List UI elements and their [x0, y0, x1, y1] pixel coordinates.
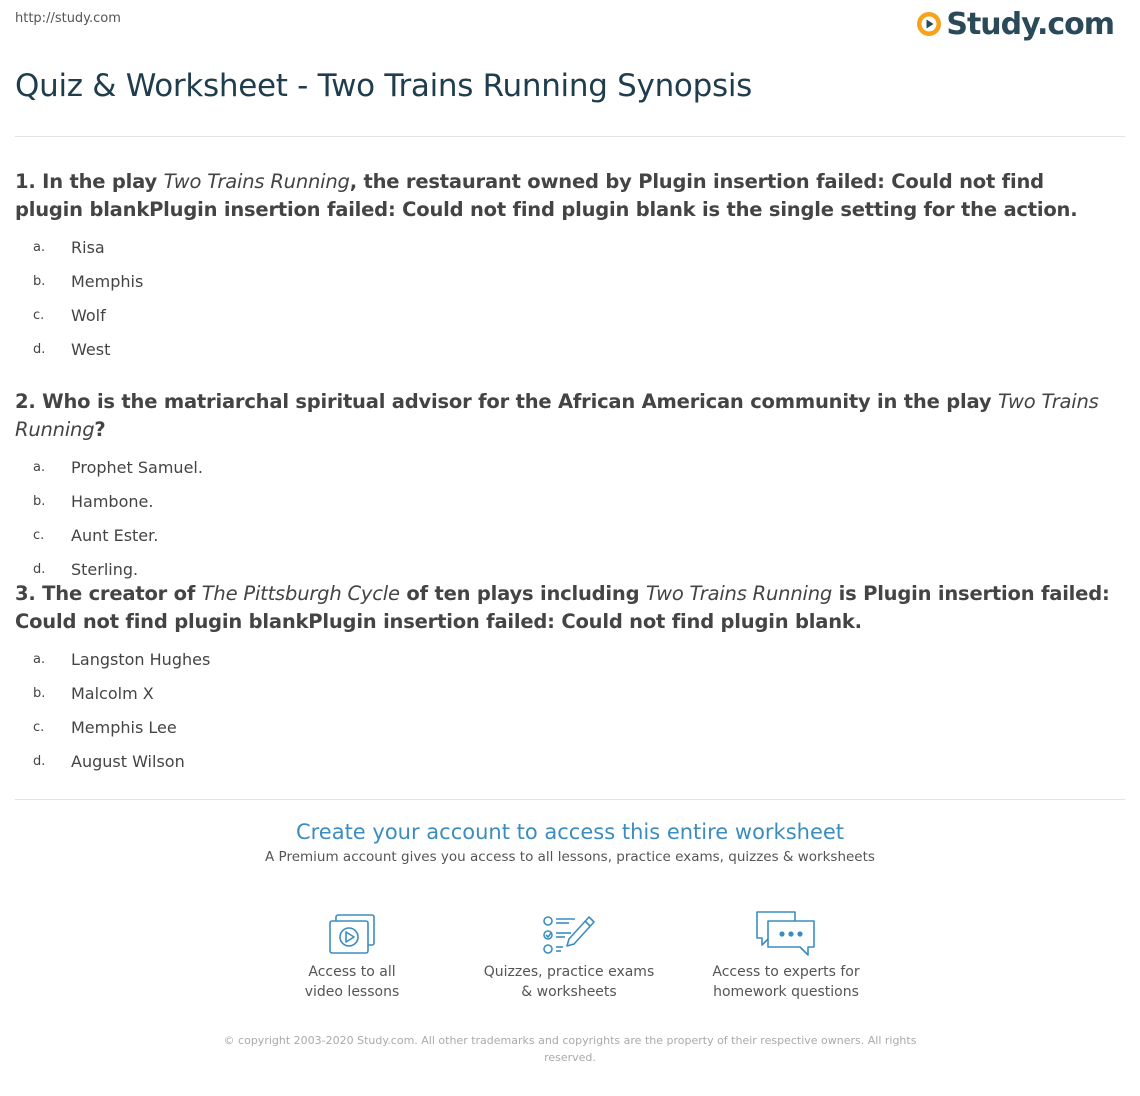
option-text: Langston Hughes: [71, 649, 211, 669]
feature-list: [0, 905, 1140, 1015]
answer-list: [15, 230, 1115, 366]
content-divider: [15, 799, 1125, 800]
play-logo-icon: [916, 11, 942, 37]
answer-option[interactable]: [15, 676, 1115, 710]
option-text: Memphis: [71, 271, 144, 291]
signup-cta: [0, 820, 1140, 865]
question-2: [15, 388, 1115, 586]
option-letter: c.: [33, 527, 45, 543]
site-url: http://study.com: [15, 11, 121, 26]
feature-label: Access to all video lessons: [304, 964, 400, 1000]
study-logo[interactable]: [916, 7, 1114, 41]
option-letter: a.: [33, 459, 46, 475]
chat-bubbles-icon: [754, 909, 818, 957]
question-text: 1. In the play Two Trains Running, the restaurant owned by Plugin insertion failed: Could not find plugin blankPlugin insertion failed: Could not find plugin blank is the single setting for the action.: [15, 170, 1078, 221]
cta-subtitle: A Premium account gives you access to all lessons, practice exams, quizzes & worksheets: [265, 849, 875, 865]
logo-text: Study.com: [946, 6, 1114, 42]
option-text: Hambone.: [71, 491, 154, 511]
option-letter: d.: [33, 753, 46, 769]
page-title: Quiz & Worksheet - Two Trains Running Synopsis: [15, 68, 752, 104]
question-1: [15, 168, 1115, 366]
option-letter: d.: [33, 561, 46, 577]
option-text: Risa: [71, 237, 105, 257]
feature-label: Quizzes, practice exams & worksheets: [483, 964, 655, 1000]
feature-experts: [686, 905, 886, 1002]
header-divider: [15, 136, 1125, 137]
answer-option[interactable]: [15, 230, 1115, 264]
answer-option[interactable]: [15, 450, 1115, 484]
quiz-checklist-icon: [541, 913, 597, 957]
answer-list: [15, 642, 1115, 778]
answer-option[interactable]: [15, 744, 1115, 778]
answer-option[interactable]: [15, 642, 1115, 676]
answer-option[interactable]: [15, 264, 1115, 298]
option-text: Aunt Ester.: [71, 525, 159, 545]
feature-quizzes: [469, 905, 669, 1002]
feature-label: Access to experts for homework questions: [712, 964, 860, 1000]
answer-list: [15, 450, 1115, 586]
answer-option[interactable]: [15, 298, 1115, 332]
option-letter: b.: [33, 493, 46, 509]
option-letter: d.: [33, 341, 46, 357]
option-letter: a.: [33, 239, 46, 255]
option-text: Malcolm X: [71, 683, 154, 703]
option-letter: b.: [33, 685, 46, 701]
option-letter: c.: [33, 719, 45, 735]
option-text: Memphis Lee: [71, 717, 177, 737]
option-letter: b.: [33, 273, 46, 289]
answer-option[interactable]: [15, 484, 1115, 518]
option-text: Prophet Samuel.: [71, 457, 203, 477]
option-text: Sterling.: [71, 559, 139, 579]
copyright-notice: © copyright 2003-2020 Study.com. All other trademarks and copyrights are the property of their respective owners. All rights reserved.: [223, 1034, 917, 1064]
answer-option[interactable]: [15, 332, 1115, 366]
option-text: Wolf: [71, 305, 106, 325]
option-text: West: [71, 339, 111, 359]
feature-video-lessons: [252, 905, 452, 1002]
answer-option[interactable]: [15, 518, 1115, 552]
option-letter: a.: [33, 651, 46, 667]
question-text: 2. Who is the matriarchal spiritual advisor for the African American community in the play Two Trains Running?: [15, 390, 1099, 441]
option-text: August Wilson: [71, 751, 185, 771]
video-lesson-icon: [326, 913, 378, 957]
cta-title-link[interactable]: Create your account to access this entire worksheet: [295, 820, 845, 844]
answer-option[interactable]: [15, 710, 1115, 744]
option-letter: c.: [33, 307, 45, 323]
question-3: [15, 580, 1115, 778]
question-text: 3. The creator of The Pittsburgh Cycle of ten plays including Two Trains Running is Plugin insertion failed: Could not find plugin blankPlugin insertion failed: Could not find plugin blank.: [15, 582, 1110, 633]
